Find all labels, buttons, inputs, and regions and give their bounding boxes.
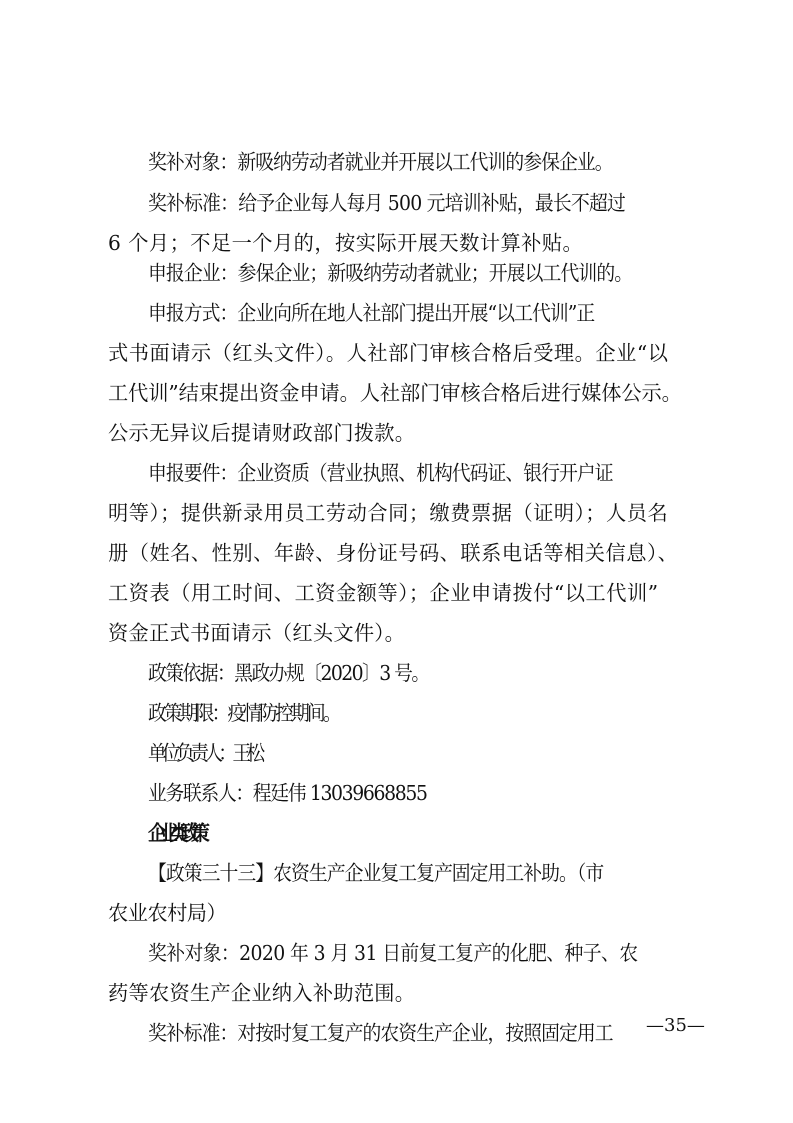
text-line-23: 奖补标准：对按时复工复产的农资生产企业，按照固定用工 — [148, 1021, 613, 1045]
text-line-12: 工资表（用工时间、工资金额等）；企业申请拨付“以工代训” — [108, 581, 659, 605]
text-line-11: 册（姓名、性别、年龄、身份证号码、联系电话等相关信息）、 — [108, 541, 679, 565]
text-line-7: 工代训”结束提出资金申请。人社部门审核合格后进行媒体公示。 — [108, 381, 682, 405]
text-line-16: 单位负责人：王松 — [148, 741, 261, 765]
text-line-8: 公示无异议后提请财政部门拨款。 — [108, 421, 416, 445]
text-line-13: 资金正式书面请示（红头文件）。 — [108, 621, 406, 645]
text-line-17: 业务联系人：程廷伟 13039668855 — [148, 781, 427, 805]
text-line-6: 式书面请示（红头文件）。人社部门审核合格后受理。企业“以 — [108, 341, 669, 365]
text-line-5: 申报方式：企业向所在地人社部门提出开展“以工代训”正 — [148, 301, 595, 325]
text-line-19: 【政策三十三】农资生产企业复工复产固定用工补助。（市 — [148, 861, 604, 885]
text-line-4: 申报企业：参保企业；新吸纳劳动者就业；开展以工代训的。 — [148, 261, 633, 285]
text-line-10: 明等）；提供新录用员工劳动合同；缴费票据（证明）；人员名 — [108, 501, 669, 525]
text-line-9: 申报要件：企业资质（营业执照、机构代码证、银行开户证 — [148, 461, 613, 485]
text-line-1: 奖补对象：新吸纳劳动者就业并开展以工代训的参保企业。 — [148, 150, 613, 174]
text-line-14: 政策依据：黑政办规〔2020〕3 号。 — [148, 661, 429, 685]
text-line-22: 药等农资生产企业纳入补助范围。 — [108, 981, 416, 1005]
page-number: —35— — [646, 1015, 705, 1036]
text-line-21: 奖补对象：2020 年 3 月 31 日前复工复产的化肥、种子、农 — [148, 941, 638, 965]
text-line-15: 政策期限：疫情防控期间。 — [148, 701, 339, 725]
text-line-2: 奖补标准：给予企业每人每月 500 元培训补贴，最长不超过 — [148, 191, 626, 215]
section-heading: 企业类政策 — [148, 821, 202, 845]
text-line-3: 6 个月；不足一个月的，按实际开展天数计算补贴。 — [108, 231, 584, 255]
text-line-20: 农业农村局） — [108, 901, 227, 925]
